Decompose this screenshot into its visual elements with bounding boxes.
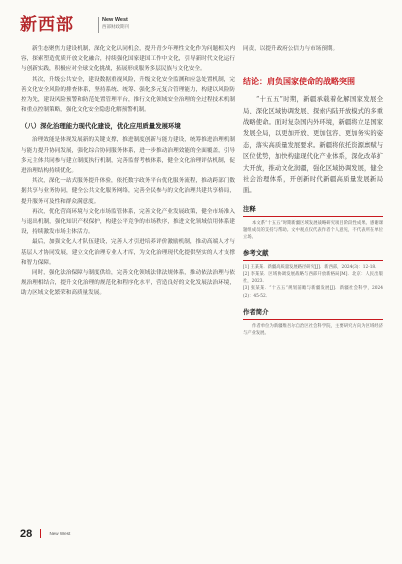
footer-divider [40,529,41,538]
left-column [21,44,235,514]
page-header [20,14,390,40]
author-text: 作者单位为新疆维吾尔自治区社会科学院，主要研究方向为区域经济与产业发展。 [243,323,383,336]
paragraph: 再次，优化营商环境与文化市场监管体系，完善文化产业发展政策，健全市场准入与退出机制，强化知识产权保护，构建公平竞争的市场秩序，推进文化领域信用体系建设，持续激发市场主体活力。 [21,208,235,236]
conclusion-paragraph: “十五五”时期，新疆承载着化解国家发展全局、深化区域协调发展、探索内陆开放模式的多重战略使命。面对复杂国内外环境，新疆将立足国家发展全局，以更加开放、更加包容、更加务实的姿态，落实高质量发展要求。新疆将依托资源禀赋与区位优势，加快构建现代化产业体系，深化改革扩大开放，推动文化润疆，强化区域协调发展，健全社会治理体系，开创新时代新疆高质量发展新局面。 [243,96,383,195]
reference-item: [3] 张某某．“十五五”规划前瞻与新疆发展[J]．新疆社会科学，2024(2)：45-52． [243,286,383,299]
section-heading: （八）深化治理能力现代化建设，优化应用质量发展环境 [21,122,181,131]
brand-en: New West [102,17,128,23]
references-label: 参考文献 [243,249,269,258]
paragraph: 其次，升级公共安全，建设数据重视风险，升级文化安全监测和应急处置机制，完善文化安全风险的排查体系，坚持系统、统筹、强化多元复合管理能力，构建以风险防控为先，建设风险预警和防范处置管理平台，推行文化领域安全治理的全过程技术机制和重点控制策略，强化文化安全隐患化解预警机制。 [21,76,235,114]
notes-text: 本文系“十五五”时期新疆区域发展战略研究项目阶段性成果。感谢课题组成员的支持与帮助。文中观点仅代表作者个人意见，不代表所在单位立场。 [243,220,383,241]
paragraph: 同时，强化法治保障与制度供给，完善文化领域法律法规体系，推动依法治理与依规治理相结合，提升文化治理的规范化和程序化水平，营造良好的文化发展法治环境，助力区域文化繁荣和高质量发展。 [21,270,235,297]
divider [243,260,383,261]
page-number: 28 [20,527,33,540]
conclusion-heading: 结论：肩负国家使命的战略突围 [243,77,355,87]
paragraph: 最后，加强文化人才队伍建设，完善人才引进培养评价激励机制，推动高端人才与基层人才协同发展，建立文化治理专业人才库，为文化治理现代化提供坚实的人才支撑和智力保障。 [21,239,235,266]
notes-label: 注释 [243,204,256,213]
paragraph: 治理效能是体现发展新的关键支撑，推进制度创新与能力建设，统筹推进治理机制与能力提升协同发展，强化综合协同服务体系，进一步推动治理效能的全面覆盖，引导多元主体共同参与建立制度执行机制，完善监督考核体系，健全文化治理评估机制，促进治理结构持续优化。 [21,137,235,175]
journal-logo: 新西部 [20,15,74,35]
author-label: 作者简介 [243,307,269,316]
continued-text: 同责，以提升政府公信力与市场预期。 [243,46,339,52]
brand-box [98,17,142,33]
paragraph: 新生态聚焦力建设机制，深化文化认同机会，提升青少年理性文化作为问题相关内容，探索塑造优质开放文化融合，持续强化国家建国工作中文化，引导新时代文化运行与创新实践，积极应对全球文化挑战，拓展形成服务多层民族与文化安全。 [21,46,235,73]
reference-item: [1] 王某某．新疆高质量发展路径研究[J]．新西部，2024(3)：12-18． [243,265,380,271]
reference-item: [2] 李某某．区域协调发展战略与西部开放新格局[M]．北京：人民出版社，2023． [243,272,383,285]
footer-journal: New West [49,531,71,536]
page-footer [20,523,140,540]
paragraph: 其次，深化一站式服务提升体验，依托数字政务平台优化服务流程，推动跨部门数据共享与业务协同，健全公共文化服务网络，完善全民参与的文化治理共建共享格局，提升服务可及性和群众满意度。 [21,178,235,205]
right-column [243,44,383,514]
brand-cn: 西部财政期刊 [102,24,129,29]
divider [243,319,383,320]
divider [243,216,383,217]
